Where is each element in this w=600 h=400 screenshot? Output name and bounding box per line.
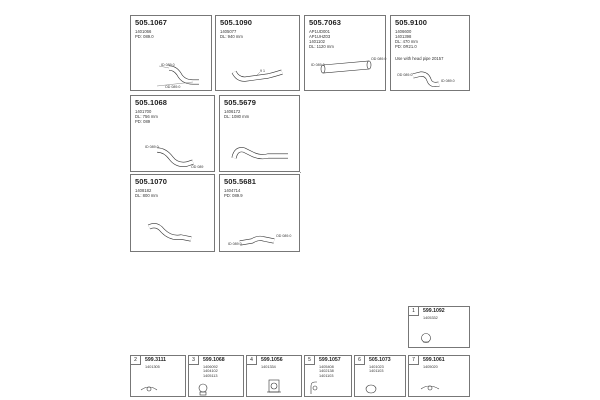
part-box-505-1068[interactable] (130, 95, 215, 172)
accessory-box-599-1056[interactable] (246, 355, 302, 397)
part-box-505-5679[interactable] (219, 95, 300, 172)
accessory-box-599-3111[interactable] (130, 355, 186, 397)
part-number: 599.1057 (319, 357, 341, 363)
item-number: 7 (409, 356, 419, 365)
part-detail: DL: 1080 mm (224, 114, 250, 119)
part-detail: PD: 0R21.0 (395, 44, 417, 49)
part-box-505-5681[interactable] (219, 174, 300, 252)
part-detail: 1405332 (423, 316, 438, 320)
part-number: 505.1090 (220, 18, 253, 27)
part-number: 505.1068 (135, 98, 168, 107)
part-box-505-1070[interactable] (130, 174, 215, 252)
accessory-box-599-1092[interactable] (408, 306, 470, 348)
part-detail: 1405077 (220, 29, 237, 34)
part-box-505-1067[interactable] (130, 15, 212, 91)
pipe-drawing (305, 16, 387, 92)
pipe-drawing (220, 96, 301, 173)
part-detail: 1405408 (319, 365, 334, 369)
dimension-label: 9 1 (260, 69, 265, 73)
part-detail: 1404714 (224, 188, 241, 193)
part-detail: 1401700 (135, 109, 152, 114)
dimension-label: OD 089.0 (276, 234, 292, 238)
part-number: 599.1061 (423, 357, 445, 363)
part-box-505-1090[interactable] (215, 15, 300, 91)
part-detail: 1401102 (309, 39, 325, 44)
bracket-icon (247, 356, 303, 398)
dimension-label: OD 089.0 (371, 57, 387, 61)
part-detail: AP1UD001 (309, 29, 330, 34)
part-detail: DL: 800 mm (135, 193, 158, 198)
dimension-label: OD 089.0 (165, 85, 181, 89)
part-detail: DL: 1120 mm (309, 44, 334, 49)
pipe-drawing (391, 16, 471, 92)
dimension-label: ID 089.0 (161, 63, 175, 67)
part-detail: 1401103 (369, 369, 384, 374)
pipe-drawing (220, 175, 301, 253)
part-detail: 1402138 (319, 369, 334, 374)
clamp-icon (409, 307, 471, 349)
part-number: 505.5681 (224, 177, 257, 186)
part-detail: 1405113 (203, 373, 218, 378)
part-detail: 1408182 (135, 188, 152, 193)
part-detail: 1401066 (135, 29, 152, 34)
item-number: 3 (189, 356, 199, 365)
accessory-box-599-1061[interactable] (408, 355, 470, 397)
part-number: 599.1056 (261, 357, 283, 363)
part-number: 505.1067 (135, 18, 168, 27)
dimension-label: OD 089.0 (397, 73, 413, 77)
part-detail: 1406172 (224, 109, 241, 114)
part-detail: 1401398 (395, 34, 412, 39)
clamp-icon (355, 356, 407, 398)
part-detail: 1405020 (423, 365, 438, 369)
dimension-label: OD 089 (191, 165, 204, 169)
pipe-drawing (216, 16, 301, 92)
part-detail: 1401103 (319, 373, 334, 378)
part-detail: PD: 089.0 (135, 34, 154, 39)
part-box-505-9100[interactable] (390, 15, 470, 91)
part-number: 599.1092 (423, 308, 445, 314)
part-detail: PD: 089 (135, 119, 151, 124)
usage-note: Use with head pipe 20157 (395, 56, 444, 61)
dimension-label: ID 089.0 (145, 145, 159, 149)
part-detail: 1406092 (203, 365, 218, 369)
item-number: 6 (355, 356, 365, 365)
accessory-box-599-1057[interactable] (304, 355, 352, 397)
clamp-icon (131, 356, 187, 398)
clamp-icon (189, 356, 245, 398)
part-detail: 1404102 (203, 369, 218, 374)
bracket-icon (305, 356, 353, 398)
part-box-505-7063[interactable] (304, 15, 386, 91)
accessory-box-599-1068[interactable] (188, 355, 244, 397)
clamp-icon (409, 356, 471, 398)
part-number: 599.3111 (145, 357, 167, 363)
part-number: 505.7063 (309, 18, 342, 27)
part-detail: DL: 940 mm (220, 34, 243, 39)
part-number: 505.5679 (224, 98, 257, 107)
pipe-drawing (131, 16, 213, 92)
part-detail: AP1UHZ03 (309, 34, 331, 39)
part-number: 599.1068 (203, 357, 225, 363)
divider (300, 172, 301, 173)
part-number: 505.1070 (135, 177, 168, 186)
item-number: 5 (305, 356, 315, 365)
pipe-drawing (131, 96, 216, 173)
part-detail: 1401023 (369, 365, 384, 369)
part-number: 505.9100 (395, 18, 428, 27)
item-number: 2 (131, 356, 141, 365)
accessory-box-505-1073[interactable] (354, 355, 406, 397)
part-detail: DL: 470 mm (395, 39, 418, 44)
dimension-label: ID 089.0 (441, 79, 455, 83)
part-detail: DL: 756 mm (135, 114, 158, 119)
dimension-label: ID 089.0 (228, 242, 242, 246)
item-number: 1 (409, 307, 419, 316)
part-detail: 1401334 (261, 365, 276, 369)
pipe-drawing (131, 175, 216, 253)
item-number: 4 (247, 356, 257, 365)
part-detail: PD: 089.9 (224, 193, 243, 198)
dimension-label: ID 089.0 (311, 63, 325, 67)
part-detail: 1406600 (395, 29, 412, 34)
part-number: 505.1073 (369, 357, 391, 363)
part-detail: 1401305 (145, 365, 160, 369)
